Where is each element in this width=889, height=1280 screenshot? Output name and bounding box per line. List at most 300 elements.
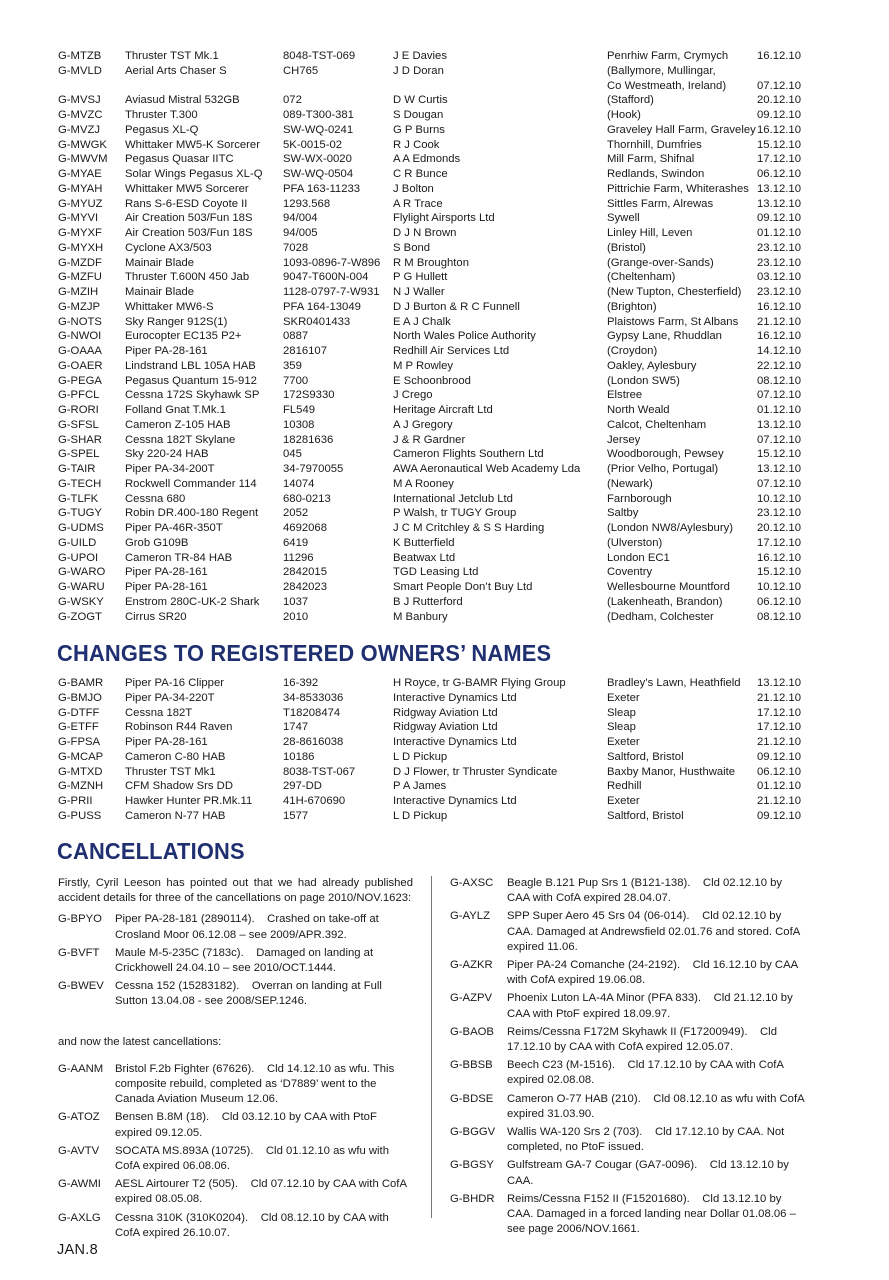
cell-serial: 0887 xyxy=(283,330,309,343)
table-row xyxy=(58,167,818,182)
table-row xyxy=(58,551,818,566)
entry-registration: G-AZKR xyxy=(450,959,493,972)
cell-serial: 172S9330 xyxy=(283,389,335,402)
cancellation-entry xyxy=(450,1092,806,1122)
table-row xyxy=(58,211,818,226)
cell-date: 07.12.10 xyxy=(757,477,801,490)
cell-owner: D J N Brown xyxy=(393,227,457,239)
entry-registration: G-BHDR xyxy=(450,1192,495,1205)
cell-owner: M Banbury xyxy=(393,610,448,623)
cell-date: 20.12.10 xyxy=(757,522,801,534)
cell-reg: G-PUSS xyxy=(58,809,102,822)
cell-owner: J C M Critchley & S S Harding xyxy=(393,522,545,534)
entry-text: Reims/Cessna F152 II (F15201680). Cld 13.12.10 by CAA. Damaged in a forced landing near Dollar 01.08.06 – see page 2006/NOV.1661. xyxy=(507,1192,800,1236)
table-row xyxy=(58,580,818,595)
cancellation-entry xyxy=(58,1177,413,1207)
cell-date: 16.12.10 xyxy=(757,50,801,62)
cell-serial: 11296 xyxy=(283,551,314,564)
cell-owner: J Bolton xyxy=(393,182,434,195)
cell-owner: Interactive Dynamics Ltd xyxy=(393,736,517,748)
cell-reg: G-UPOI xyxy=(58,551,99,564)
entry-text: Reims/Cessna F172M Skyhawk II (F17200949). Cld 17.12.10 by CAA with CofA expired 12.05.07. xyxy=(507,1025,781,1054)
cell-reg: G-BMJO xyxy=(58,691,102,704)
cell-serial: 2842023 xyxy=(283,581,327,593)
cell-serial: 34-7970055 xyxy=(283,463,344,475)
cell-type: Piper PA-28-161 xyxy=(125,581,208,593)
cell-type: Cessna 182T Skylane xyxy=(125,433,236,446)
cell-serial: 5K-0015-02 xyxy=(283,138,343,151)
table-row xyxy=(58,359,818,374)
cell-reg: G-UDMS xyxy=(58,522,104,534)
cell-date: 16.12.10 xyxy=(757,300,801,313)
cell-location: (Hook) xyxy=(607,109,641,121)
cell-owner: A A Edmonds xyxy=(393,153,461,166)
cell-owner: Flylight Airsports Ltd xyxy=(393,212,495,225)
cell-reg: G-BAMR xyxy=(58,677,104,689)
cell-serial: 94/005 xyxy=(283,227,318,239)
entry-text: Wallis WA-120 Srs 2 (703). Cld 17.12.10 by CAA. Not completed, no PtoF issued. xyxy=(507,1126,788,1154)
cell-type: Sky Ranger 912S(1) xyxy=(125,315,228,328)
cell-type: Piper PA-28-161 xyxy=(125,736,208,748)
table-row xyxy=(58,433,818,448)
entry-text: Gulfstream GA-7 Cougar (GA7-0096). Cld 13.12.10 by CAA. xyxy=(507,1159,793,1187)
cell-serial: SW-WX-0020 xyxy=(283,153,352,166)
entry-text: Bristol F.2b Fighter (67626). Cld 14.12.10 as wfu. This composite rebuild, completed as ‘D7889’ went to the Canada Aviation Museum 12.06. xyxy=(115,1062,398,1106)
cell-serial: 2052 xyxy=(283,507,309,520)
cell-owner: C R Bunce xyxy=(393,168,448,180)
cell-type: Cessna 172S Skyhawk SP xyxy=(125,389,260,402)
cell-reg: G-MZNH xyxy=(58,780,104,793)
cell-owner: J D Doran xyxy=(393,64,444,77)
cell-serial: 16-392 xyxy=(283,677,319,689)
cell-location: (Ulverston) xyxy=(607,536,663,549)
cell-type: Rockwell Commander 114 xyxy=(125,477,257,490)
entry-registration: G-AXLG xyxy=(58,1211,101,1224)
cell-type: Thruster T.300 xyxy=(125,109,198,121)
cell-owner: S Dougan xyxy=(393,109,444,121)
cell-date: 21.12.10 xyxy=(757,736,801,748)
cell-reg: G-MYUZ xyxy=(58,197,103,210)
cell-location: Mill Farm, Shifnal xyxy=(607,153,695,166)
table-row xyxy=(58,256,818,271)
table-row xyxy=(58,809,818,824)
cell-serial: 10308 xyxy=(283,418,315,431)
cell-location: Graveley Hall Farm, Graveley xyxy=(607,123,756,136)
registrations-table xyxy=(58,49,818,624)
cell-owner: A R Trace xyxy=(393,197,443,210)
cell-serial: 8038-TST-067 xyxy=(283,765,356,778)
cell-owner: Ridgway Aviation Ltd xyxy=(393,706,498,719)
table-row xyxy=(58,329,818,344)
cancellation-entry xyxy=(450,909,806,955)
entry-registration: G-BBSB xyxy=(450,1059,493,1072)
cell-reg: G-MVZC xyxy=(58,109,103,121)
cell-owner: P G Hullett xyxy=(393,271,448,284)
table-row xyxy=(58,79,818,94)
cell-location: (Grange-over-Sands) xyxy=(607,256,714,269)
cell-reg: G-MVLD xyxy=(58,64,102,77)
table-row xyxy=(58,765,818,780)
cell-owner: TGD Leasing Ltd xyxy=(393,566,479,579)
cell-date: 14.12.10 xyxy=(757,345,801,357)
cell-type: Robinson R44 Raven xyxy=(125,721,233,734)
cell-location: Sleap xyxy=(607,706,636,719)
cell-owner: J Crego xyxy=(393,389,433,402)
cell-type: Piper PA-34-220T xyxy=(125,691,215,704)
cell-date: 07.12.10 xyxy=(757,79,801,92)
cell-date: 16.12.10 xyxy=(757,123,801,136)
cell-owner: Heritage Aircraft Ltd xyxy=(393,404,493,416)
cell-location: (Brighton) xyxy=(607,300,657,313)
cell-date: 17.12.10 xyxy=(757,721,801,734)
cell-reg: G-SFSL xyxy=(58,418,99,431)
cell-date: 17.12.10 xyxy=(757,536,801,549)
cell-type: Cessna 182T xyxy=(125,706,193,719)
cell-serial: 297-DD xyxy=(283,780,322,793)
cell-serial: 1128-0797-7-W931 xyxy=(283,286,380,298)
cell-date: 17.12.10 xyxy=(757,153,801,166)
cell-reg: G-MVSJ xyxy=(58,94,101,107)
cell-serial: 7028 xyxy=(283,241,309,254)
cell-location: North Weald xyxy=(607,404,670,416)
entry-text: Piper PA-28-181 (2890114). Crashed on take-off at Crosland Moor 06.12.08 – see 2009/APR.392. xyxy=(115,913,382,941)
cell-date: 23.12.10 xyxy=(757,256,801,269)
cell-date: 08.12.10 xyxy=(757,610,801,623)
cell-type: Robin DR.400-180 Regent xyxy=(125,507,259,520)
cell-date: 13.12.10 xyxy=(757,463,801,475)
cell-location: Oakley, Aylesbury xyxy=(607,359,697,372)
cell-owner: R M Broughton xyxy=(393,256,469,269)
cell-serial: 2010 xyxy=(283,610,309,623)
cell-location: Exeter xyxy=(607,795,640,807)
cell-owner: E A J Chalk xyxy=(393,315,451,328)
cell-type: Air Creation 503/Fun 18S xyxy=(125,227,253,239)
cell-serial: 1037 xyxy=(283,595,309,608)
cell-owner: B J Rutterford xyxy=(393,595,463,608)
cell-date: 07.12.10 xyxy=(757,389,801,402)
cell-owner: D J Burton & R C Funnell xyxy=(393,300,520,313)
cell-location: Penrhiw Farm, Crymych xyxy=(607,50,729,62)
table-row xyxy=(58,477,818,492)
cell-type: Pegasus Quantum 15-912 xyxy=(125,374,257,387)
cell-location: Sittles Farm, Alrewas xyxy=(607,197,714,210)
table-row xyxy=(58,418,818,433)
cell-reg: G-MWGK xyxy=(58,138,107,151)
cell-reg: G-WARO xyxy=(58,566,106,579)
entry-registration: G-AVTV xyxy=(58,1144,100,1157)
entry-registration: G-AZPV xyxy=(450,992,493,1005)
cell-date: 09.12.10 xyxy=(757,809,801,822)
cell-owner: J & R Gardner xyxy=(393,433,466,446)
cell-date: 16.12.10 xyxy=(757,330,801,343)
table-row xyxy=(58,447,818,462)
cell-type: Whittaker MW5-K Sorcerer xyxy=(125,138,260,151)
cell-type: Cessna 680 xyxy=(125,492,186,505)
cell-owner: Beatwax Ltd xyxy=(393,551,456,564)
cancellations-right-column xyxy=(450,876,806,1240)
cell-owner: Cameron Flights Southern Ltd xyxy=(393,448,544,461)
cell-type: Piper PA-16 Clipper xyxy=(125,677,224,689)
cell-location: Plaistows Farm, St Albans xyxy=(607,315,739,328)
cell-owner: N J Waller xyxy=(393,286,445,298)
cell-date: 01.12.10 xyxy=(757,780,801,793)
cell-reg: G-TUGY xyxy=(58,507,102,520)
latest-cancellations-left xyxy=(58,1062,413,1241)
cell-serial: 680-0213 xyxy=(283,492,331,505)
table-row xyxy=(58,374,818,389)
cell-type: Hawker Hunter PR.Mk.11 xyxy=(125,795,253,807)
cell-location: (London NW8/Aylesbury) xyxy=(607,522,733,534)
table-row xyxy=(58,462,818,477)
cell-type: Sky 220-24 HAB xyxy=(125,448,209,461)
cell-type: Piper PA-34-200T xyxy=(125,463,215,475)
cell-location: Sleap xyxy=(607,721,636,734)
cell-location: Wellesbourne Mountford xyxy=(607,581,730,593)
cell-reg: G-PRII xyxy=(58,795,93,807)
cell-reg: G-NWOI xyxy=(58,330,102,343)
cell-location: (Dedham, Colchester xyxy=(607,610,714,623)
cell-location: Exeter xyxy=(607,736,640,748)
cell-serial: 34-8533036 xyxy=(283,691,344,704)
table-row xyxy=(58,720,818,735)
changes-heading: CHANGES TO REGISTERED OWNERS’ NAMES xyxy=(57,640,552,666)
cell-type: Cameron C-80 HAB xyxy=(125,750,226,763)
cancellation-entry xyxy=(450,876,806,906)
cell-serial: SW-WQ-0241 xyxy=(283,123,354,136)
cell-location: Saltford, Bristol xyxy=(607,809,684,822)
cell-date: 01.12.10 xyxy=(757,404,801,416)
cell-date: 01.12.10 xyxy=(757,227,801,239)
cell-reg: G-OAER xyxy=(58,359,103,372)
table-row xyxy=(58,521,818,536)
entry-text: SOCATA MS.893A (10725). Cld 01.12.10 as wfu with CofA expired 06.08.06. xyxy=(115,1144,393,1173)
entry-text: Phoenix Luton LA-4A Minor (PFA 833). Cld 21.12.10 by CAA with PtoF expired 18.09.97. xyxy=(507,992,796,1020)
cell-serial: FL549 xyxy=(283,404,316,416)
cell-date: 20.12.10 xyxy=(757,94,801,107)
cell-serial: CH765 xyxy=(283,64,319,77)
table-row xyxy=(58,64,818,79)
cell-reg: G-PEGA xyxy=(58,374,102,387)
cell-serial: 7700 xyxy=(283,374,309,387)
cell-location: Jersey xyxy=(607,433,641,446)
entry-text: Cessna 152 (15283182). Overran on landing at Full Sutton 13.04.08 - see 2008/SEP.1246. xyxy=(115,980,386,1008)
cell-serial: PFA 163-11233 xyxy=(283,182,361,195)
cell-type: CFM Shadow Srs DD xyxy=(125,780,233,793)
cell-serial: 1747 xyxy=(283,721,309,734)
cell-serial: SW-WQ-0504 xyxy=(283,168,354,180)
cancellation-entry xyxy=(450,1158,806,1188)
table-row xyxy=(58,506,818,521)
cell-location: Calcot, Cheltenham xyxy=(607,418,707,431)
cell-type: Lindstrand LBL 105A HAB xyxy=(125,359,256,372)
cell-location: Sywell xyxy=(607,212,640,225)
cell-owner: H Royce, tr G-BAMR Flying Group xyxy=(393,677,566,689)
page-number: JAN.8 xyxy=(57,1242,98,1258)
entry-registration: G-BGSY xyxy=(450,1159,494,1172)
cell-owner: R J Cook xyxy=(393,138,440,151)
cell-type: Whittaker MW6-S xyxy=(125,300,214,313)
cell-serial: 1293.568 xyxy=(283,197,331,210)
cell-owner: L D Pickup xyxy=(393,809,448,822)
cell-serial: 8048-TST-069 xyxy=(283,50,356,62)
cell-reg: G-PFCL xyxy=(58,389,100,402)
cell-serial: 14074 xyxy=(283,477,315,490)
cell-location: Bradley’s Lawn, Heathfield xyxy=(607,677,741,689)
cell-type: Piper PA-28-161 xyxy=(125,345,208,357)
cell-type: Aviasud Mistral 532GB xyxy=(125,94,240,107)
cell-serial: 089-T300-381 xyxy=(283,109,354,121)
earlier-cancellations xyxy=(58,912,413,1009)
cell-reg: G-MYAE xyxy=(58,168,102,180)
cell-serial: 1577 xyxy=(283,809,309,822)
cell-serial: 045 xyxy=(283,448,302,461)
cell-serial: 359 xyxy=(283,359,302,372)
table-row xyxy=(58,197,818,212)
cell-owner: M P Rowley xyxy=(393,359,454,372)
cell-type: Piper PA-28-161 xyxy=(125,566,208,579)
cell-date: 23.12.10 xyxy=(757,507,801,520)
cell-serial: 9047-T600N-004 xyxy=(283,271,369,284)
table-row xyxy=(58,182,818,197)
cell-date: 09.12.10 xyxy=(757,750,801,763)
cell-reg: G-TAIR xyxy=(58,463,96,475)
cell-date: 07.12.10 xyxy=(757,433,801,446)
cell-serial: 2816107 xyxy=(283,345,327,357)
cell-owner: K Butterfield xyxy=(393,536,455,549)
table-row xyxy=(58,315,818,330)
cell-type: Pegasus Quasar IITC xyxy=(125,153,234,166)
cell-location: Elstree xyxy=(607,389,643,402)
table-row xyxy=(58,138,818,153)
cell-type: Folland Gnat T.Mk.1 xyxy=(125,404,226,416)
cell-date: 10.12.10 xyxy=(757,492,801,505)
cell-location: Gypsy Lane, Rhuddlan xyxy=(607,330,722,343)
cell-reg: G-MZJP xyxy=(58,300,101,313)
cell-reg: G-MTXD xyxy=(58,765,103,778)
cell-date: 08.12.10 xyxy=(757,374,801,387)
table-row xyxy=(58,241,818,256)
table-row xyxy=(58,595,818,610)
table-row xyxy=(58,403,818,418)
cell-serial: 2842015 xyxy=(283,566,327,579)
table-row xyxy=(58,779,818,794)
cell-type: Pegasus XL-Q xyxy=(125,123,199,136)
entry-registration: G-BWEV xyxy=(58,980,104,993)
cancellation-entry xyxy=(450,958,806,988)
cancellation-entry xyxy=(450,1125,806,1155)
cell-type: Rans S-6-ESD Coyote II xyxy=(125,197,248,210)
cell-location: Thornhill, Dumfries xyxy=(607,138,702,151)
cell-date: 09.12.10 xyxy=(757,109,801,121)
cell-location: Co Westmeath, Ireland) xyxy=(607,79,727,92)
cell-serial: 072 xyxy=(283,94,302,107)
cancellation-entry xyxy=(58,946,413,976)
table-row xyxy=(58,49,818,64)
cell-type: Cyclone AX3/503 xyxy=(125,241,212,254)
column-divider xyxy=(431,876,432,1218)
cell-location: (Ballymore, Mullingar, xyxy=(607,64,716,77)
cell-location: (Cheltenham) xyxy=(607,271,676,284)
cell-owner: D J Flower, tr Thruster Syndicate xyxy=(393,765,558,778)
cell-owner: Interactive Dynamics Ltd xyxy=(393,691,517,704)
cell-date: 23.12.10 xyxy=(757,286,801,298)
cell-date: 15.12.10 xyxy=(757,566,801,579)
cell-reg: G-OAAA xyxy=(58,345,102,357)
cell-type: Eurocopter EC135 P2+ xyxy=(125,330,242,343)
cell-reg: G-MYAH xyxy=(58,182,103,195)
cell-reg: G-SPEL xyxy=(58,448,100,461)
cell-date: 06.12.10 xyxy=(757,765,801,778)
cell-date: 06.12.10 xyxy=(757,595,801,608)
entry-text: Beagle B.121 Pup Srs 1 (B121-138). Cld 02.12.10 by CAA with CofA expired 28.04.07. xyxy=(507,877,786,905)
entry-registration: G-BVFT xyxy=(58,946,100,959)
cell-date: 13.12.10 xyxy=(757,677,801,689)
table-row xyxy=(58,152,818,167)
table-row xyxy=(58,226,818,241)
cell-location: Baxby Manor, Husthwaite xyxy=(607,765,736,778)
cell-type: Whittaker MW5 Sorcerer xyxy=(125,182,249,195)
cell-owner: Interactive Dynamics Ltd xyxy=(393,795,517,807)
table-row xyxy=(58,108,818,123)
latest-cancellations-right xyxy=(450,876,806,1237)
latest-intro: and now the latest cancellations: xyxy=(58,1035,222,1048)
cell-reg: G-DTFF xyxy=(58,706,100,719)
cell-location: (Newark) xyxy=(607,477,653,490)
cell-reg: G-MZFU xyxy=(58,271,102,284)
table-row xyxy=(58,691,818,706)
cell-date: 22.12.10 xyxy=(757,359,801,372)
cell-date: 03.12.10 xyxy=(757,271,801,284)
cell-owner: P A James xyxy=(393,780,447,793)
table-row xyxy=(58,610,818,625)
cell-type: Cameron Z-105 HAB xyxy=(125,418,231,431)
entry-text: Maule M-5-235C (7183c). Damaged on landing at Crickhowell 24.04.10 – see 2010/OCT.1444. xyxy=(115,946,377,975)
cell-owner: M A Rooney xyxy=(393,477,454,490)
cell-location: Coventry xyxy=(607,566,653,579)
cell-location: (New Tupton, Chesterfield) xyxy=(607,286,742,298)
cell-type: Thruster T.600N 450 Jab xyxy=(125,271,250,284)
cell-type: Aerial Arts Chaser S xyxy=(125,64,227,77)
cell-serial: T18208474 xyxy=(283,706,341,719)
entry-registration: G-AWMI xyxy=(58,1178,101,1191)
cell-reg: G-FPSA xyxy=(58,736,101,748)
table-row xyxy=(58,300,818,315)
table-row xyxy=(58,388,818,403)
cell-date: 21.12.10 xyxy=(757,315,801,328)
cell-reg: G-MZDF xyxy=(58,256,102,269)
cancellation-entry xyxy=(58,1062,413,1108)
cell-reg: G-MTZB xyxy=(58,50,102,62)
entry-registration: G-BGGV xyxy=(450,1126,496,1139)
cell-reg: G-MYXH xyxy=(58,241,104,254)
cell-date: 15.12.10 xyxy=(757,448,801,461)
cancellation-entry xyxy=(58,1211,413,1241)
table-row xyxy=(58,536,818,551)
cell-type: Mainair Blade xyxy=(125,256,195,269)
cell-location: Saltby xyxy=(607,507,639,520)
cell-reg: G-MCAP xyxy=(58,750,104,763)
table-row xyxy=(58,750,818,765)
cell-date: 21.12.10 xyxy=(757,795,801,807)
cell-owner: North Wales Police Authority xyxy=(393,330,536,343)
cell-type: Thruster TST Mk.1 xyxy=(125,50,219,62)
entry-registration: G-AYLZ xyxy=(450,910,490,923)
cell-reg: G-WARU xyxy=(58,581,105,593)
entry-text: Beech C23 (M-1516). Cld 17.12.10 by CAA with CofA expired 02.08.08. xyxy=(507,1059,787,1087)
cancellation-entry xyxy=(58,1110,413,1140)
entry-registration: G-BAOB xyxy=(450,1025,494,1038)
entry-registration: G-AANM xyxy=(58,1062,104,1075)
